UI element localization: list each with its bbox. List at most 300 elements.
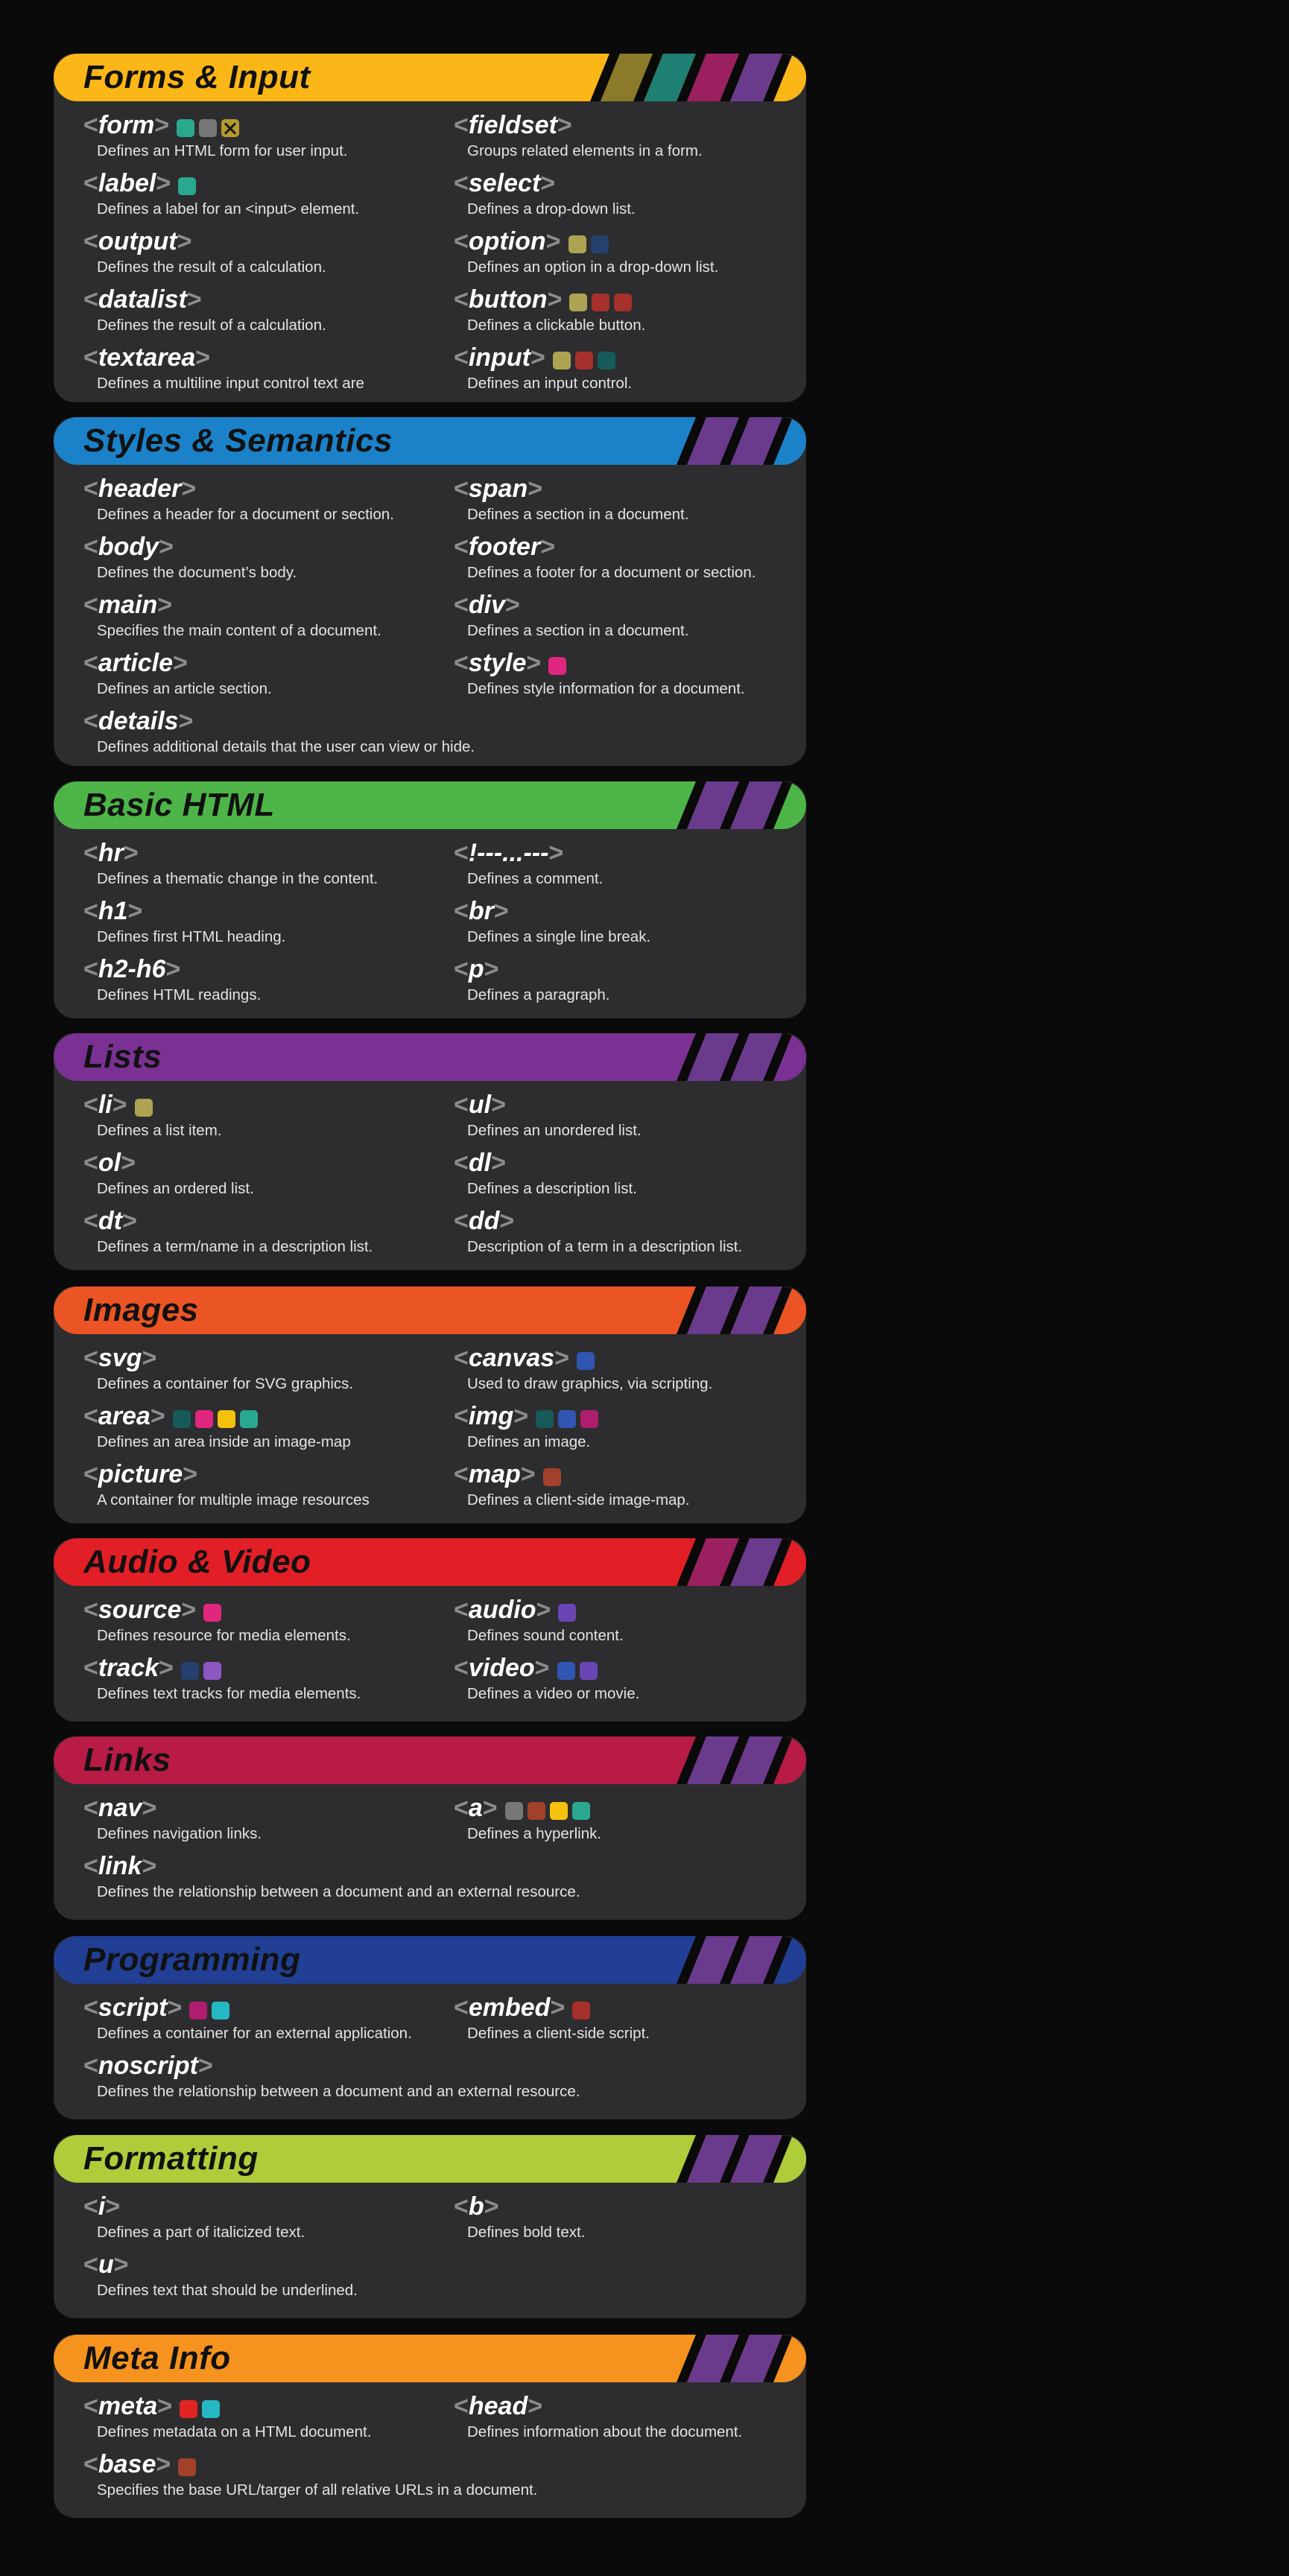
tag-description: Defines a clickable button. [467,317,646,334]
open-bracket: < [83,2052,98,2080]
tag-name: span [468,475,528,503]
tag-name: main [98,591,158,619]
tag-name: ol [98,1149,121,1177]
category-chips [203,1596,226,1629]
tag-line [454,225,613,258]
tag-name: source [98,1596,182,1624]
close-bracket: > [181,1596,197,1624]
category-chip-cyan [212,2002,229,2020]
tag-line [454,1205,514,1237]
tag-description: Defines an option in a drop-down list. [467,258,719,276]
tag-description: Defines a header for a document or section. [97,506,394,523]
category-chips [505,1795,595,1827]
tag-name: svg [98,1344,142,1372]
close-bracket: > [159,533,174,561]
close-bracket: > [554,1344,570,1372]
tag-line [83,2248,129,2281]
tag-line [454,1792,595,1824]
open-bracket: < [83,897,98,925]
tag-entry-details [83,705,475,758]
tag-entry-p [454,953,796,1006]
tag-line [83,1205,137,1237]
category-chips [543,1461,566,1494]
category-chip-teal [240,1410,258,1428]
close-bracket: > [142,1344,157,1372]
tag-entry-ol [83,1146,426,1200]
category-chip-darkteal [598,352,615,369]
tag-line [83,2049,213,2082]
tag-name: noscript [98,2052,198,2080]
tag-line [454,2390,542,2423]
tag-entry-span [454,472,796,526]
tag-description: Groups related elements in a form. [467,142,703,159]
open-bracket: < [83,227,98,256]
category-chips [178,170,200,203]
open-bracket: < [454,475,469,503]
tag-entry-nav [83,1792,426,1845]
close-bracket: > [195,343,211,372]
tag-entry-br [454,895,796,948]
open-bracket: < [83,649,98,677]
close-bracket: > [167,1993,183,2022]
category-chip-brown [543,1468,561,1486]
category-chips [557,1655,602,1687]
close-bracket: > [493,897,509,925]
section-header [54,1287,806,1334]
open-bracket: < [454,1993,469,2022]
open-bracket: < [454,111,469,139]
tag-entry-hr [83,837,426,890]
section-title: Audio & Video [83,1544,311,1580]
open-bracket: < [454,1402,469,1430]
tag-description: Defines a footer for a document or section. [467,564,756,581]
category-chip-darkteal [536,1410,554,1428]
category-chips [569,228,613,261]
close-bracket: > [547,285,563,314]
tag-line [454,1458,566,1491]
tag-entry- [454,837,796,890]
tag-line [83,705,193,737]
category-chip-red [614,294,632,311]
tag-description: Defines a hyperlink. [467,1825,602,1842]
tag-name: input [468,343,531,372]
category-chip-gray [505,1802,523,1820]
tag-name: hr [98,839,124,867]
close-bracket: > [150,1402,165,1430]
category-chips [558,1596,580,1629]
close-bracket: > [121,1207,137,1235]
close-bracket: > [113,2250,129,2279]
close-bracket: > [159,1654,174,1682]
tag-line [83,1792,156,1824]
tag-name: dt [98,1207,122,1235]
open-bracket: < [454,169,469,197]
open-bracket: < [83,1654,98,1682]
tag-entry-noscript [83,2049,580,2103]
tag-entry-main [83,589,426,642]
open-bracket: < [83,839,98,867]
close-bracket: > [177,227,192,256]
category-chip-pink [548,657,566,675]
tag-name: video [468,1654,535,1682]
open-bracket: < [83,1794,98,1822]
tag-line [83,167,200,200]
tag-entry-output [83,225,426,279]
open-bracket: < [454,285,469,314]
category-chip-red [575,352,593,369]
tag-description: Defines navigation links. [97,1825,262,1842]
category-chip-navy [591,235,609,253]
tag-description: Defines the document’s body. [97,564,297,581]
tag-name: area [98,1402,151,1430]
close-bracket: > [484,2192,499,2221]
tag-name: link [98,1852,142,1880]
tag-description: Defines the result of a calculation. [97,258,326,276]
category-chip-brown [178,2458,196,2476]
category-chip-purple [580,1662,598,1680]
open-bracket: < [454,1149,469,1177]
close-bracket: > [173,649,188,677]
open-bracket: < [83,475,98,503]
tag-description: Defines the relationship between a document and an external resource. [97,1883,580,1900]
tag-entry-b [454,2190,796,2244]
tag-name: output [98,227,177,256]
section-title: Basic HTML [83,787,275,823]
tag-line [454,2190,499,2223]
tag-entry-input [454,341,796,395]
tag-description: Defines bold text. [467,2224,586,2241]
open-bracket: < [454,649,469,677]
close-bracket: > [123,839,139,867]
section-title: Forms & Input [83,59,311,95]
tag-line [83,1400,262,1433]
decorative-stripes [568,1287,806,1334]
tag-description: Defines an article section. [97,680,272,697]
tag-line [83,1088,157,1121]
tag-description: Defines a description list. [467,1180,637,1197]
tag-description: Defines resource for media elements. [97,1627,351,1644]
category-chip-darkteal [173,1410,191,1428]
section-programming [54,1936,806,2119]
section-audio-video [54,1538,806,1722]
tag-entry-i [83,2190,426,2244]
tag-name: img [468,1402,514,1430]
close-bracket: > [545,227,561,256]
close-bracket: > [550,1993,566,2022]
category-chip-yellow [550,1802,568,1820]
category-chip-blue [577,1352,595,1370]
section-meta-info [54,2335,806,2518]
tag-description: Defines HTML readings. [97,986,262,1003]
decorative-stripes [568,1936,806,1984]
tag-name: li [98,1091,113,1119]
decorative-stripes [568,781,806,829]
category-chips [181,1655,226,1687]
tag-entry-fieldset [454,109,796,162]
tag-line [454,1593,580,1626]
section-title: Lists [83,1038,162,1075]
tag-entry-option [454,225,796,279]
tag-line [454,283,636,316]
tag-description: Specifies the base URL/targer of all relative URLs in a document. [97,2481,538,2499]
close-bracket: > [491,1149,506,1177]
tag-line [454,1652,602,1684]
tag-name: i [98,2192,106,2221]
section-lists [54,1033,806,1270]
category-chip-teal [178,177,196,195]
close-bracket: > [112,1091,127,1119]
tag-description: Specifies the main content of a document. [97,622,381,639]
tag-entry-u [83,2248,426,2302]
tag-name: script [98,1993,168,2022]
open-bracket: < [83,1207,98,1235]
open-bracket: < [83,285,98,314]
close-bracket: > [491,1091,506,1119]
category-chip-red [592,294,609,311]
tag-description: Defines a section in a document. [467,506,689,523]
category-chips [135,1091,157,1124]
tag-line [454,1342,599,1374]
tag-line [83,341,210,374]
tag-entry-button [454,283,796,337]
category-chip-teal [572,1802,590,1820]
tag-line [83,472,196,505]
open-bracket: < [83,1091,98,1119]
tag-description: Defines a container for SVG graphics. [97,1375,354,1392]
decorative-stripes [568,1033,806,1081]
tag-description: Defines style information for a document. [467,680,745,697]
category-chips [572,1994,595,2027]
tag-line [83,1991,234,2024]
tag-entry-picture [83,1458,426,1511]
open-bracket: < [83,2392,98,2420]
tag-description: Defines a label for an <input> element. [97,200,360,218]
tag-name: u [98,2250,114,2279]
tag-name: base [98,2450,156,2478]
category-chip-navy [181,1662,199,1680]
tag-entry-meta [83,2390,426,2443]
close-bracket: > [520,1460,536,1488]
tag-line [454,647,571,679]
section-title: Meta Info [83,2340,231,2376]
category-chip-blue [558,1410,576,1428]
close-bracket: > [504,591,520,619]
tag-entry-dl [454,1146,796,1200]
open-bracket: < [83,955,98,983]
close-bracket: > [142,1794,157,1822]
close-bracket: > [157,2392,173,2420]
open-bracket: < [454,839,469,867]
tag-entry-form [83,109,426,162]
section-links [54,1736,806,1920]
open-bracket: < [454,897,469,925]
decorative-stripes [568,1538,806,1586]
tag-line [454,837,563,869]
tag-line [454,1400,603,1433]
open-bracket: < [454,533,469,561]
open-bracket: < [83,1460,98,1488]
section-title: Styles & Semantics [83,422,393,459]
tag-entry-video [454,1652,796,1705]
open-bracket: < [83,707,98,735]
close-bracket: > [540,169,556,197]
open-bracket: < [83,343,98,372]
tag-name: style [468,649,527,677]
tag-entry-h1 [83,895,426,948]
tag-description: Defines a list item. [97,1122,222,1139]
tag-name: audio [468,1596,536,1624]
open-bracket: < [83,1993,98,2022]
category-chips [553,344,620,377]
open-bracket: < [83,1149,98,1177]
category-chips [173,1403,262,1435]
tag-description: Defines an input control. [467,375,633,392]
tag-name: nav [98,1794,142,1822]
category-chip-purple [558,1604,576,1622]
section-header [54,417,806,465]
open-bracket: < [454,1654,469,1682]
tag-line [83,1146,136,1179]
tag-entry-header [83,472,426,526]
close-bracket: > [127,897,143,925]
tag-description: Defines an image. [467,1433,591,1450]
open-bracket: < [454,2192,469,2221]
close-bracket: > [156,2450,171,2478]
tag-entry-img [454,1400,796,1453]
category-chips [189,1994,234,2027]
tag-description: Defines additional details that the user can view or hide. [97,738,475,755]
tag-entry-select [454,167,796,221]
open-bracket: < [454,1344,469,1372]
close-bracket: > [142,1852,157,1880]
open-bracket: < [83,1402,98,1430]
category-chips [177,112,244,145]
close-bracket: > [530,343,545,372]
tag-entry-textarea [83,341,426,395]
category-chip-magenta [580,1410,598,1428]
section-title: Formatting [83,2140,259,2177]
close-bracket: > [557,111,572,139]
tag-name: p [468,955,484,983]
open-bracket: < [83,2450,98,2478]
open-bracket: < [454,2392,469,2420]
tag-name: label [98,169,156,197]
tag-name: b [468,2192,484,2221]
tag-entry-source [83,1593,426,1647]
tag-name: select [468,169,541,197]
tag-name: body [98,533,159,561]
tag-name: !---...--- [468,839,549,867]
decorative-stripes [568,54,806,101]
tag-line [83,2448,200,2481]
close-bracket: > [536,1596,551,1624]
tag-description: Defines a thematic change in the content. [97,870,379,887]
tag-entry-track [83,1652,426,1705]
close-bracket: > [482,1794,498,1822]
close-bracket: > [528,2392,543,2420]
decorative-stripes [568,417,806,465]
deprecated-chip-icon [221,119,239,137]
section-title: Images [83,1292,199,1328]
tag-name: textarea [98,343,196,372]
tag-entry-datalist [83,283,426,337]
close-bracket: > [526,649,542,677]
tag-entry-h2-h6 [83,953,426,1006]
tag-name: article [98,649,174,677]
open-bracket: < [454,1596,469,1624]
tag-line [83,1458,197,1491]
tag-entry-base [83,2448,538,2502]
decorative-stripes [568,1736,806,1784]
section-forms-input [54,54,806,402]
tag-name: ul [468,1091,492,1119]
tag-description: Defines a client-side script. [467,2025,650,2042]
tag-description: Defines a video or movie. [467,1685,640,1702]
tag-line [83,530,174,563]
tag-name: picture [98,1460,183,1488]
tag-line [454,341,620,374]
tag-description: Defines first HTML heading. [97,928,286,945]
tag-line [83,1850,156,1882]
close-bracket: > [528,475,543,503]
tag-entry-div [454,589,796,642]
tag-name: track [98,1654,159,1682]
tag-description: Defines text that should be underlined. [97,2282,358,2299]
open-bracket: < [83,169,98,197]
open-bracket: < [83,1596,98,1624]
close-bracket: > [484,955,499,983]
close-bracket: > [548,839,564,867]
tag-name: meta [98,2392,158,2420]
tag-entry-svg [83,1342,426,1395]
tag-line [83,109,244,142]
tag-name: h2-h6 [98,955,166,983]
tag-entry-body [83,530,426,584]
open-bracket: < [83,591,98,619]
tag-description: Defines sound content. [467,1627,624,1644]
tag-name: map [468,1460,521,1488]
tag-entry-audio [454,1593,796,1647]
tag-name: fieldset [468,111,557,139]
tag-line [454,1146,506,1179]
tag-entry-area [83,1400,426,1453]
section-images [54,1287,806,1523]
close-bracket: > [156,169,171,197]
close-bracket: > [534,1654,550,1682]
tag-entry-article [83,647,426,700]
category-chips [178,2451,200,2484]
tag-entry-a [454,1792,796,1845]
category-chip-brightred [180,2400,197,2418]
tag-line [454,530,555,563]
close-bracket: > [105,2192,121,2221]
tag-line [454,167,555,200]
category-chip-red [572,2002,590,2020]
close-bracket: > [157,591,173,619]
open-bracket: < [83,533,98,561]
tag-description: Used to draw graphics, via scripting. [467,1375,713,1392]
open-bracket: < [454,227,469,256]
section-title: Programming [83,1941,301,1978]
open-bracket: < [454,1207,469,1235]
category-chip-gray [199,119,217,137]
tag-entry-li [83,1088,426,1142]
open-bracket: < [454,955,469,983]
tag-line [83,837,139,869]
tag-description: Defines a single line break. [467,928,651,945]
category-chip-teal [177,119,194,137]
tag-description: Defines text tracks for media elements. [97,1685,361,1702]
